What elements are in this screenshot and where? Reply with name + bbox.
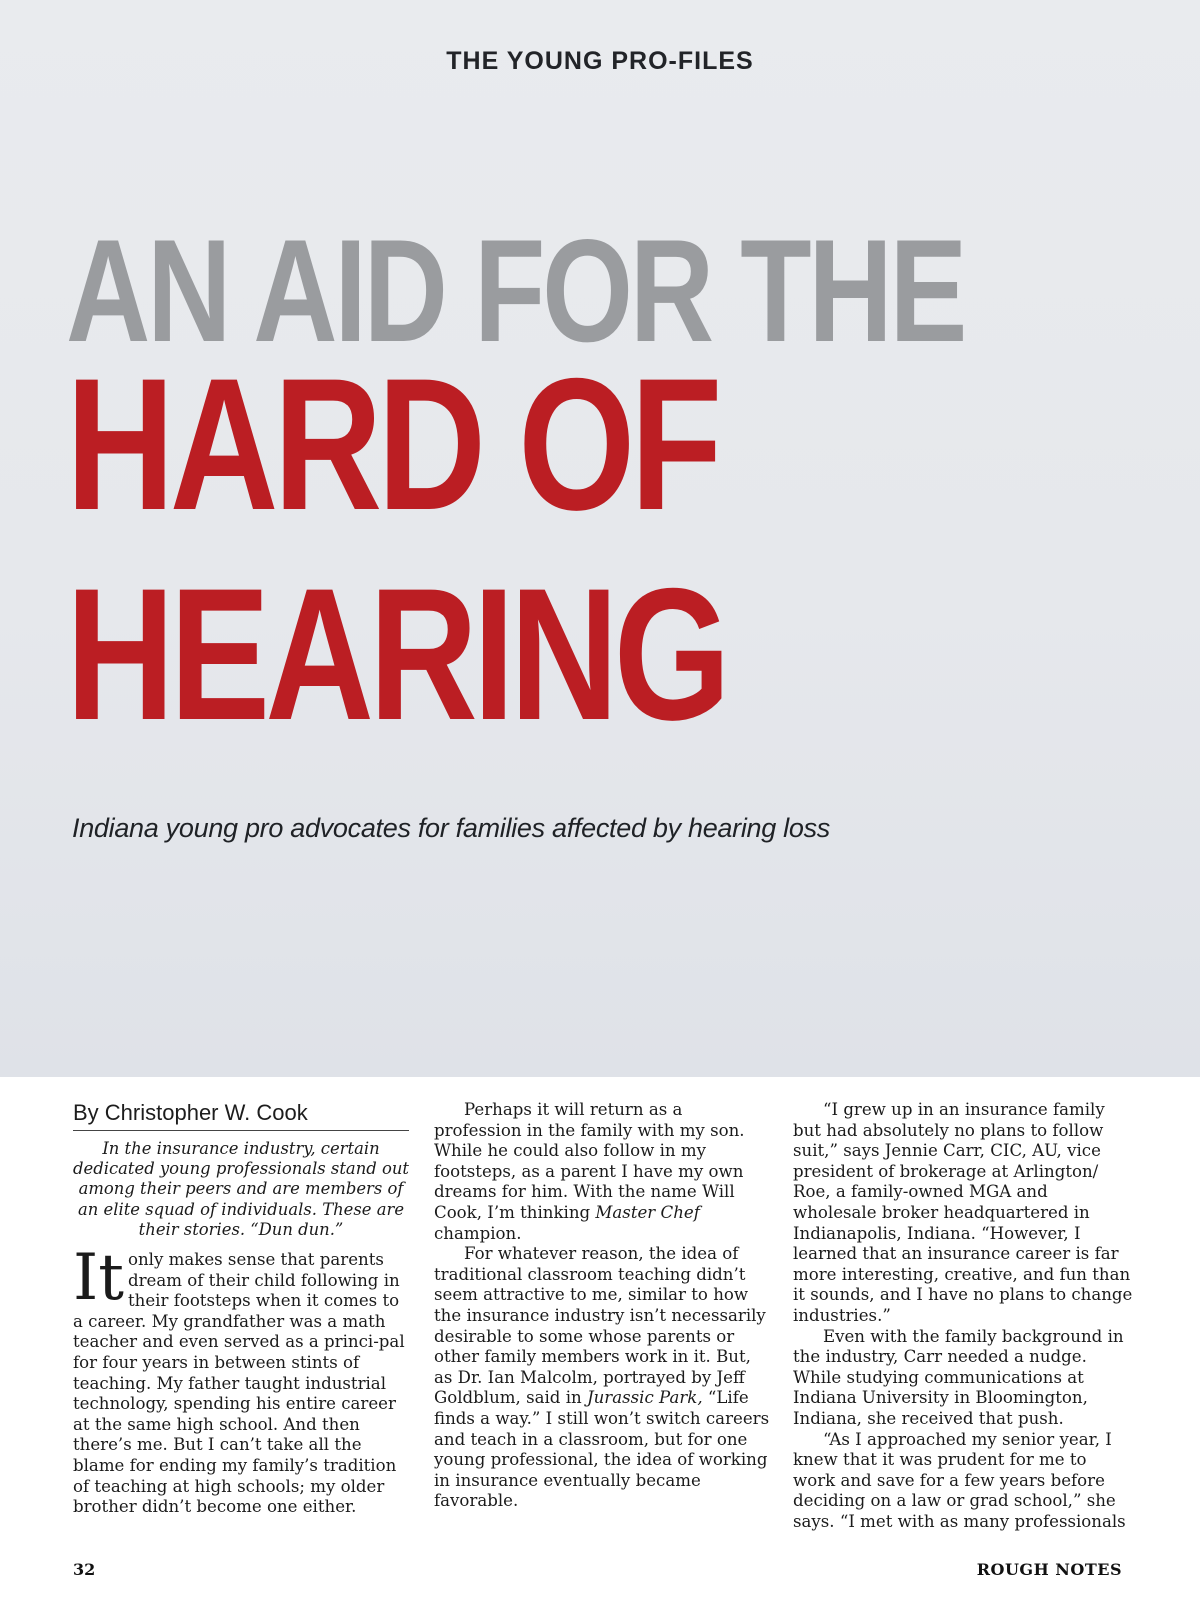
publication-name: ROUGH NOTES xyxy=(976,1560,1122,1579)
paragraph-text: only makes sense that parents dream of their child following in their footsteps when it comes to a career. My grandfather was a math teacher and even served as a princi-pal for four years in between stints of teaching. My father taught industrial technology, spending his entire career at the same high school. And then there’s me. But I can’t take all the blame for ending my family’s tradition of teaching at high schools; my older brother didn’t become one either. xyxy=(73,1250,405,1517)
paragraph-text: For whatever reason, the idea of traditional classroom teaching didn’t seem attractive to me, similar to how the insurance industry isn’t necessarily desirable to some whose parents or other family members work in it. But, as Dr. Ian Malcolm, portrayed by Jeff Goldblum, said in xyxy=(434,1244,766,1408)
paragraph-text: champion. xyxy=(434,1223,522,1243)
paragraph-text: “Life finds a way.” I still won’t switch careers and teach in a classroom, but for one young professional, the idea of working in insurance eventually became favorable. xyxy=(434,1388,770,1511)
paragraph: “As I approached my senior year, I knew that it was prudent for me to work and save for a few years before deciding on a law or grad school,” she says. “I met with as many professionals xyxy=(793,1429,1126,1531)
paragraph: Even with the family background in the industry, Carr needed a nudge. While studying communications at Indiana University in Bloomington, Indiana, she received that push. xyxy=(793,1326,1124,1428)
italic-title: Master Chef xyxy=(595,1202,700,1222)
section-tag: THE YOUNG PRO-FILES xyxy=(446,47,754,75)
paragraph xyxy=(73,1241,409,1518)
headline-line-3: HEARING xyxy=(66,549,726,759)
paragraph: “I grew up in an insurance family but had absolutely no plans to follow suit,” says Jennie Carr, CIC, AU, vice president of brokerage at Arlington/ Roe, a family-owned MGA and wholesale broker headquartered in Indianapolis, Indiana. “However, I learned that an insurance career is far more interesting, creative, and fun than it sounds, and I have no plans to change industries.” xyxy=(793,1100,1133,1325)
article-column-2 xyxy=(434,1100,770,1512)
article-column-1 xyxy=(73,1100,409,1518)
paragraph xyxy=(434,1244,770,1512)
paragraph-text: Perhaps it will return as a profession in the family with my son. While he could also follow in my footsteps, as a parent I have my own dreams for him. With the name Will Cook, I’m thinking xyxy=(434,1100,745,1222)
byline: By Christopher W. Cook xyxy=(73,1100,409,1131)
drop-cap: It xyxy=(73,1241,124,1316)
paragraph xyxy=(434,1100,770,1244)
italic-title: Jurassic Park, xyxy=(586,1388,703,1408)
article-column-3 xyxy=(793,1100,1133,1532)
page-number: 32 xyxy=(73,1560,96,1579)
headline-line-2: HARD OF xyxy=(66,339,718,549)
headline-line-1: AN AID FOR THE xyxy=(66,209,965,372)
deck-subtitle: Indiana young pro advocates for families affected by hearing loss xyxy=(72,813,830,843)
intro-blurb: In the insurance industry, certain dedicated young professionals stand out among their peers and are members of an elite squad of individuals. These are their stories. “Dun dun.” xyxy=(73,1139,409,1239)
